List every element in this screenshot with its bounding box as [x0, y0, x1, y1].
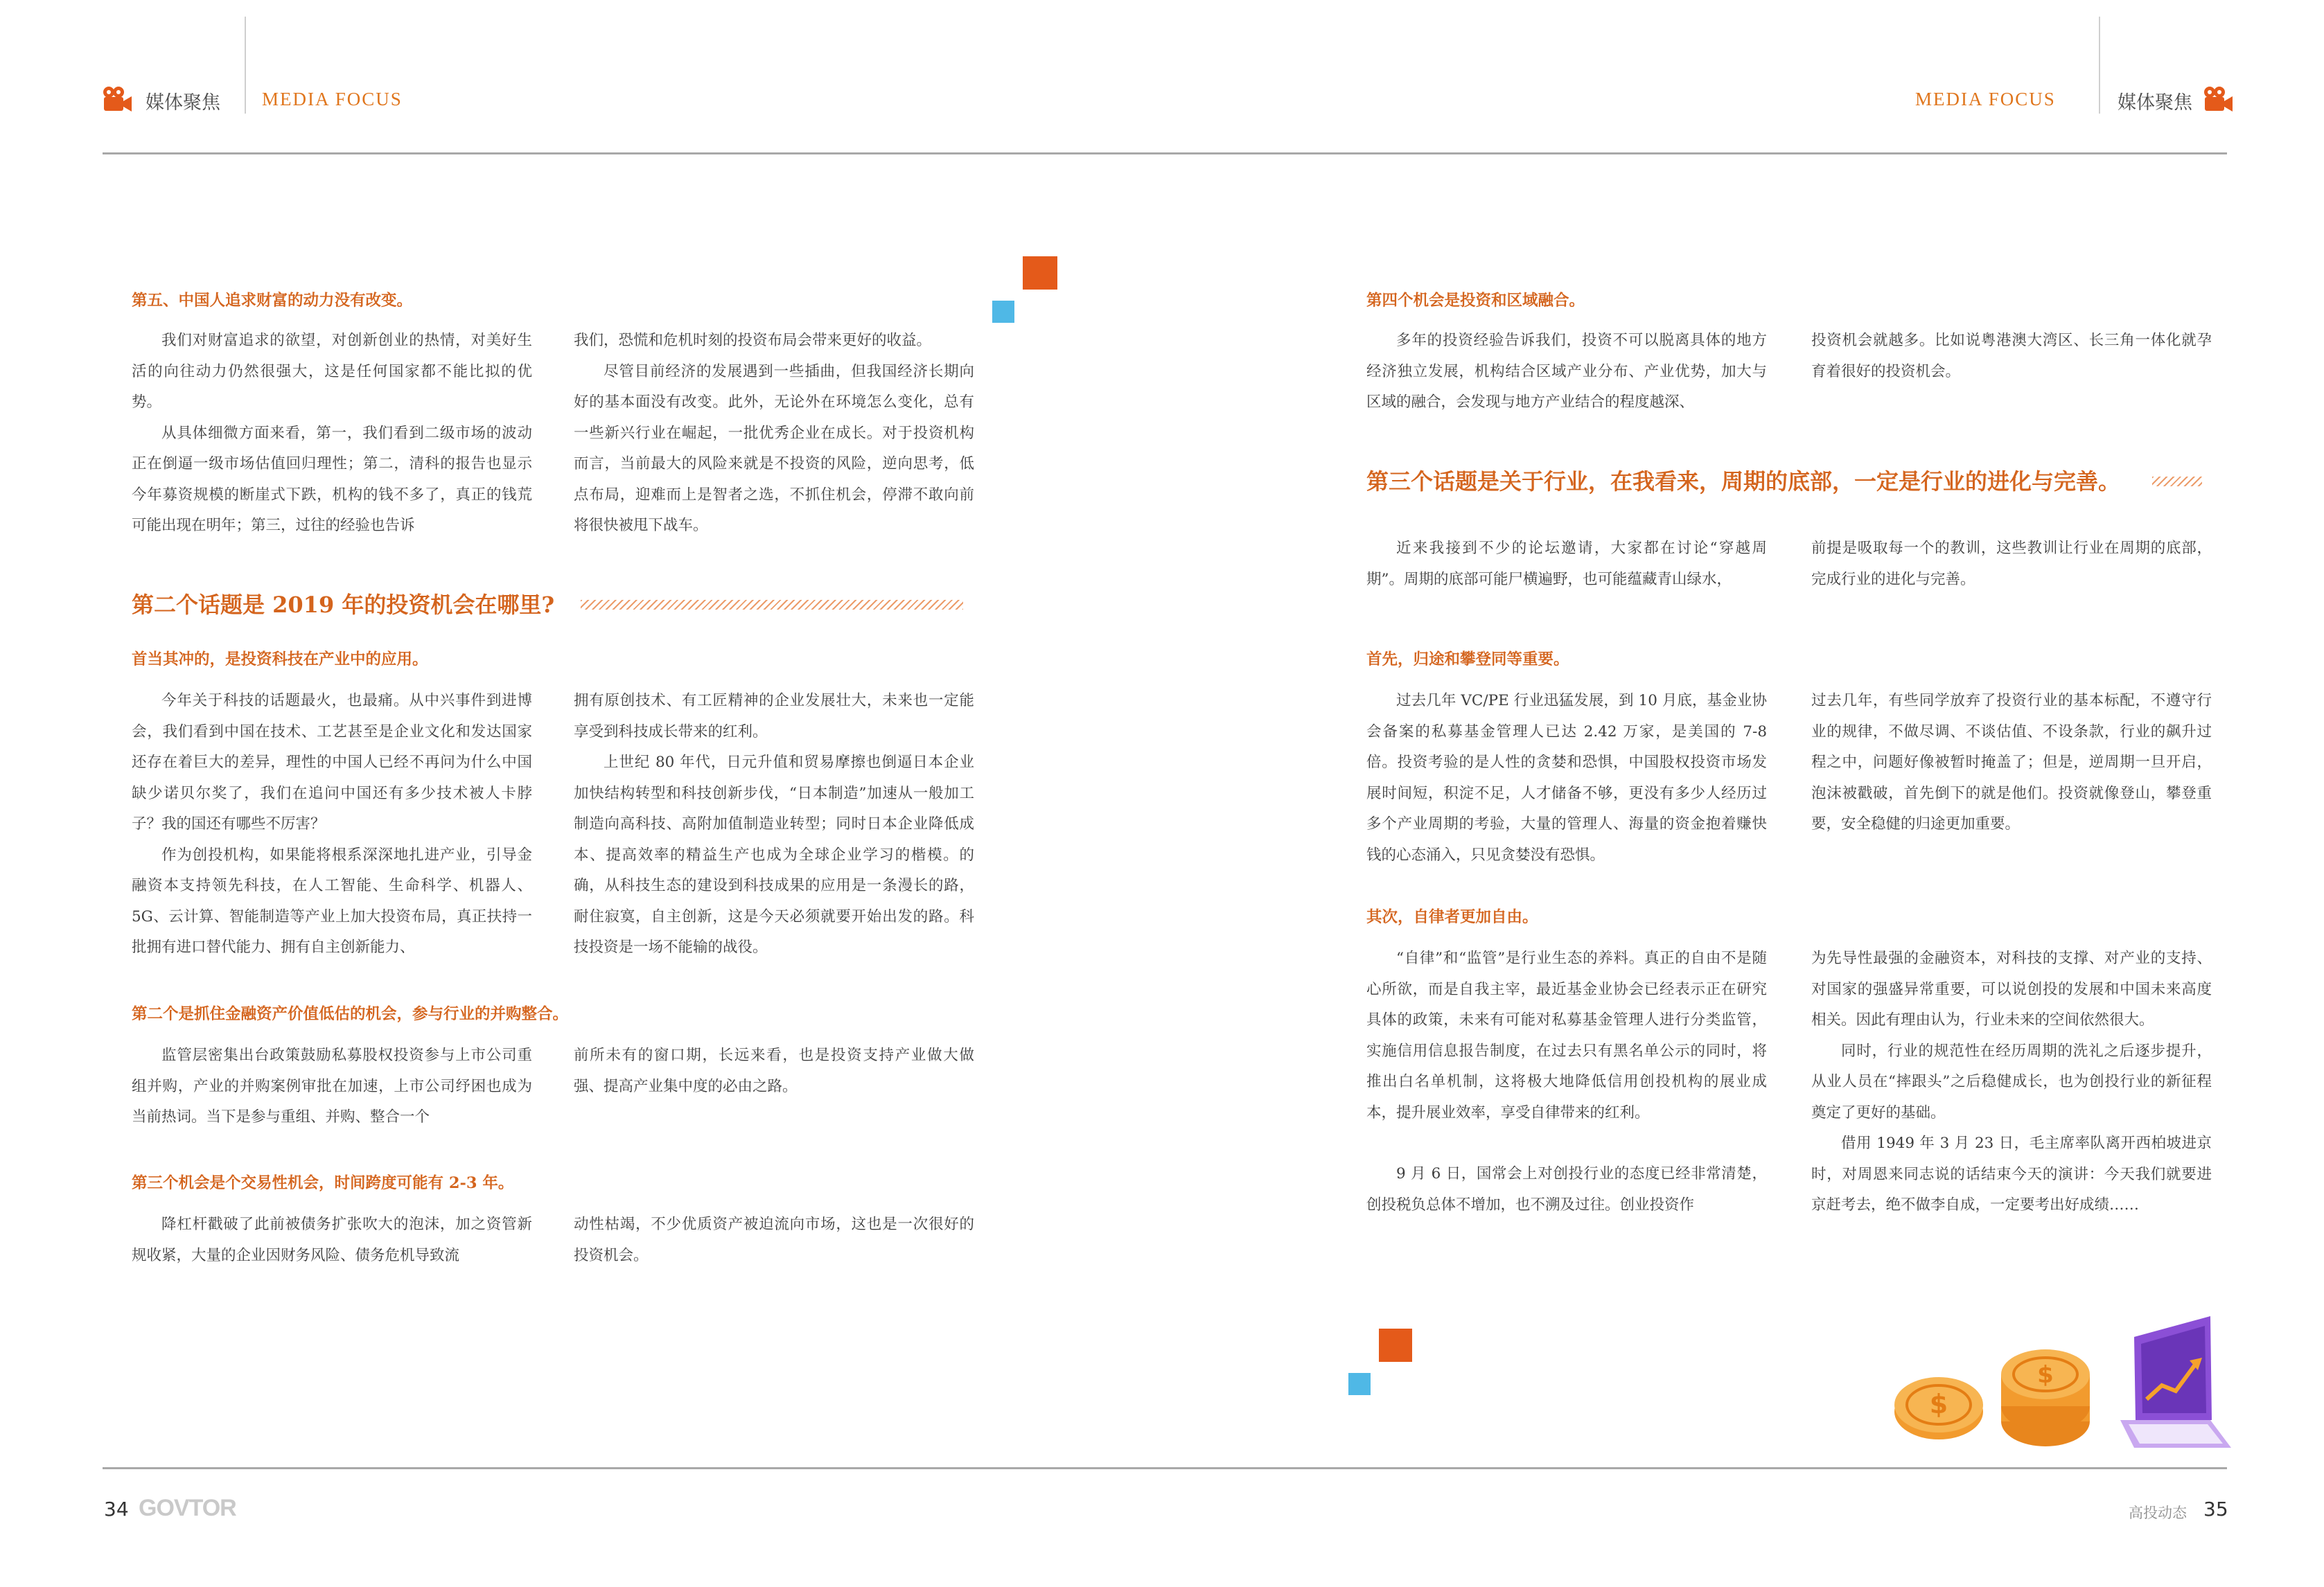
heading-hatch-decor-2: [2152, 477, 2202, 486]
s5-column-2: [574, 326, 974, 542]
svg-text:$: $: [2037, 1361, 2054, 1389]
paragraph: 从具体细微方面来看，第一，我们看到二级市场的波动正在倒逼一级市场估值回归理性；第二，清科的报告也显示今年募资规模的断崖式下跌，机构的钱不多了，真正的钱荒可能出现在明年；第三，过往的经验也告诉: [132, 424, 532, 534]
footer-rule: [103, 1467, 2227, 1469]
paragraph: 9 月 6 日，国常会上对创投行业的态度已经非常清楚，创投税负总体不增加，也不溯及过往。创业投资作: [1366, 1165, 1767, 1214]
second-column-1: [1366, 943, 1767, 1221]
paragraph: 近来我接到不少的论坛邀请，大家都在讨论“穿越周期”。周期的底部可能尸横遍野，也可能蕴藏青山绿水，: [1366, 540, 1767, 588]
s5-column-1: [132, 326, 532, 542]
opp2-column-1: [132, 1040, 532, 1133]
header-divider-left: [245, 17, 246, 114]
svg-text:$: $: [1929, 1389, 1948, 1419]
paragraph: 为先导性最强的金融资本，对科技的支撑、对产业的支持、对国家的强盛异常重要，可以说创投的发展和中国未来高度相关。因此有理由认为，行业未来的空间依然很大。: [1811, 950, 2212, 1029]
opp2-column-2: [574, 1040, 974, 1102]
paragraph: 上世纪 80 年代，日元升值和贸易摩擦也倒逼日本企业加快结构转型和科技创新步伐，“日本制造”加速从一般加工制造向高科技、高附加值制造业转型；同时日本企业降低成本、提高效率的精益生产也成为全球企业学习的楷模。的确，从科技生态的建设到科技成果的应用是一条漫长的路，耐住寂寞，自主创新，这是今天必须就要开始出发的路。科技投资是一场不能输的战役。: [574, 754, 974, 956]
opportunity-2-heading: 第二个是抓住金融资产价值低估的机会，参与行业的并购整合。: [132, 1005, 569, 1023]
header-title-cn-right: 媒体聚焦: [2118, 92, 2192, 114]
video-camera-icon: [2203, 86, 2234, 112]
header-divider-right: [2099, 17, 2100, 114]
paragraph: “自律”和“监管”是行业生态的养料。真正的自由不是随心所欲，而是自我主宰，最近基金业协会已经表示正在研究具体的政策，未来有可能对私募基金管理人进行分类监管，实施信用信息报告制度，在过去只有黑名单公示的同时，将推出白名单机制，这将极大地降低信用创投机构的展业成本，提升展业效率，享受自律带来的红利。: [1366, 950, 1767, 1121]
first-column-1: [1366, 686, 1767, 871]
paragraph: 同时，行业的规范性在经历周期的洗礼之后逐步提升，从业人员在“摔跟头”之后稳健成长，也为创投行业的新征程奠定了更好的基础。: [1811, 1042, 2212, 1121]
coins-laptop-illustration: [1885, 1316, 2245, 1455]
page-number-right: 35: [2203, 1498, 2228, 1520]
opportunity-1-heading: 首当其冲的，是投资科技在产业中的应用。: [132, 650, 428, 668]
paragraph: 投资机会就越多。比如说粤港澳大湾区、长三角一体化就孕育着很好的投资机会。: [1811, 332, 2212, 380]
paragraph: 拥有原创技术、有工匠精神的企业发展壮大，未来也一定能享受到科技成长带来的红利。: [574, 692, 974, 741]
page-number-left: 34: [104, 1498, 129, 1520]
topic3-column-2: [1811, 533, 2212, 595]
paragraph: 我们对财富追求的欲望，对创新创业的热情，对美好生活的向往动力仍然很强大，这是任何国家都不能比拟的优势。: [132, 332, 532, 411]
topic-2-heading: 第二个话题是 2019 年的投资机会在哪里?: [132, 592, 555, 618]
second-point-heading: 其次，自律者更加自由。: [1366, 908, 1538, 926]
govtor-logo: GOVTOR: [139, 1495, 236, 1521]
paragraph: 借用 1949 年 3 月 23 日，毛主席率队离开西柏坡进京时，对周恩来同志说的话结束今天的演讲：今天我们就要进京赶考去，绝不做李自成，一定要考出好成绩……: [1811, 1135, 2212, 1214]
paragraph: 作为创投机构，如果能将根系深深地扎进产业，引导金融资本支持领先科技，在人工智能、生命科学、机器人、5G、云计算、智能制造等产业上加大投资布局，真正扶持一批拥有进口替代能力、拥有自主创新能力、: [132, 846, 532, 956]
paragraph: 尽管目前经济的发展遇到一些插曲，但我国经济长期向好的基本面没有改变。此外，无论外在环境怎么变化，总有一些新兴行业在崛起，一批优秀企业在成长。对于投资机构而言，当前最大的风险来就是不投资的风险，逆向思考，低点布局，迎难而上是智者之选，不抓住机会，停滞不敢向前将很快被甩下战车。: [574, 362, 974, 534]
header-right: [1899, 82, 2238, 116]
opp4-column-2: [1811, 326, 2212, 387]
header-rule: [103, 152, 2227, 154]
second-column-2: [1811, 943, 2212, 1221]
heading-hatch-decor: [581, 600, 963, 610]
paragraph: 降杠杆戳破了此前被债务扩张吹大的泡沫，加之资管新规收紧，大量的企业因财务风险、债务危机导致流: [132, 1216, 532, 1264]
topic-3-heading: 第三个话题是关于行业，在我看来，周期的底部，一定是行业的进化与完善。: [1366, 468, 2121, 495]
paragraph: 动性枯竭，不少优质资产被迫流向市场，这也是一次很好的投资机会。: [574, 1216, 974, 1264]
first-point-heading: 首先，归途和攀登同等重要。: [1366, 650, 1569, 668]
opp3-column-2: [574, 1209, 974, 1271]
decor-orange-square: [1023, 256, 1057, 290]
paragraph: 过去几年 VC/PE 行业迅猛发展，到 10 月底，基金业协会备案的私募基金管理人已达 2.42 万家，是美国的 7-8 倍。投资考验的是人性的贪婪和恐惧，中国股权投资市场发展时间短，积淀不足，人才储备不够，更没有多少人经历过多个产业周期的考验，大量的管理人、海量的资金抱着赚快钱的心态涌入，只见贪婪没有恐惧。: [1366, 692, 1767, 864]
decor-blue-square-2: [1348, 1373, 1371, 1395]
paragraph: 多年的投资经验告诉我们，投资不可以脱离具体的地方经济独立发展，机构结合区域产业分布、产业优势，加大与区域的融合，会发现与地方产业结合的程度越深、: [1366, 332, 1767, 411]
opp3-column-1: [132, 1209, 532, 1271]
video-camera-icon: [103, 86, 133, 112]
laptop-chart-icon: [2120, 1316, 2231, 1448]
paragraph: 监管层密集出台政策鼓励私募股权投资参与上市公司重组并购，产业的并购案例审批在加速，上市公司纾困也成为当前热词。当下是参与重组、并购、整合一个: [132, 1047, 532, 1126]
first-column-2: [1811, 686, 2212, 840]
header-title-cn-left: 媒体聚焦: [146, 92, 220, 114]
paragraph: 前所未有的窗口期，长远来看，也是投资支持产业做大做强、提高产业集中度的必由之路。: [574, 1047, 974, 1095]
opportunity-4-heading: 第四个机会是投资和区域融合。: [1366, 292, 1585, 310]
topic3-column-1: [1366, 533, 1767, 595]
header-title-en-right: MEDIA FOCUS: [1915, 89, 2056, 109]
opp1-column-2: [574, 686, 974, 964]
coin-stack-icon: [2001, 1349, 2090, 1446]
opportunity-3-heading: 第三个机会是个交易性机会，时间跨度可能有 2-3 年。: [132, 1174, 514, 1192]
paragraph: 过去几年，有些同学放弃了投资行业的基本标配，不遵守行业的规律，不做尽调、不谈估值、不设条款，行业的飙升过程之中，问题好像被暂时掩盖了；但是，逆周期一旦开启，泡沫被戳破，首先倒下的就是他们。投资就像登山，攀登重要，安全稳健的归途更加重要。: [1811, 692, 2212, 833]
opp1-column-1: [132, 686, 532, 964]
footer-section-label: 高投动态: [2129, 1505, 2187, 1521]
decor-blue-square: [992, 301, 1014, 323]
coin-icon: [1894, 1377, 1983, 1439]
header-title-en-left: MEDIA FOCUS: [262, 89, 403, 109]
paragraph: 今年关于科技的话题最火，也最痛。从中兴事件到进博会，我们看到中国在技术、工艺甚至是企业文化和发达国家还存在着巨大的差异，理性的中国人已经不再问为什么中国缺少诺贝尔奖了，我们在追问中国还有多少技术被人卡脖子？我的国还有哪些不厉害？: [132, 692, 532, 833]
decor-orange-square-2: [1379, 1329, 1412, 1362]
paragraph: 前提是吸取每一个的教训，这些教训让行业在周期的底部，完成行业的进化与完善。: [1811, 540, 2212, 588]
paragraph: 我们，恐慌和危机时刻的投资布局会带来更好的收益。: [574, 332, 932, 349]
opp4-column-1: [1366, 326, 1767, 418]
section-heading-5: 第五、中国人追求财富的动力没有改变。: [132, 292, 413, 310]
